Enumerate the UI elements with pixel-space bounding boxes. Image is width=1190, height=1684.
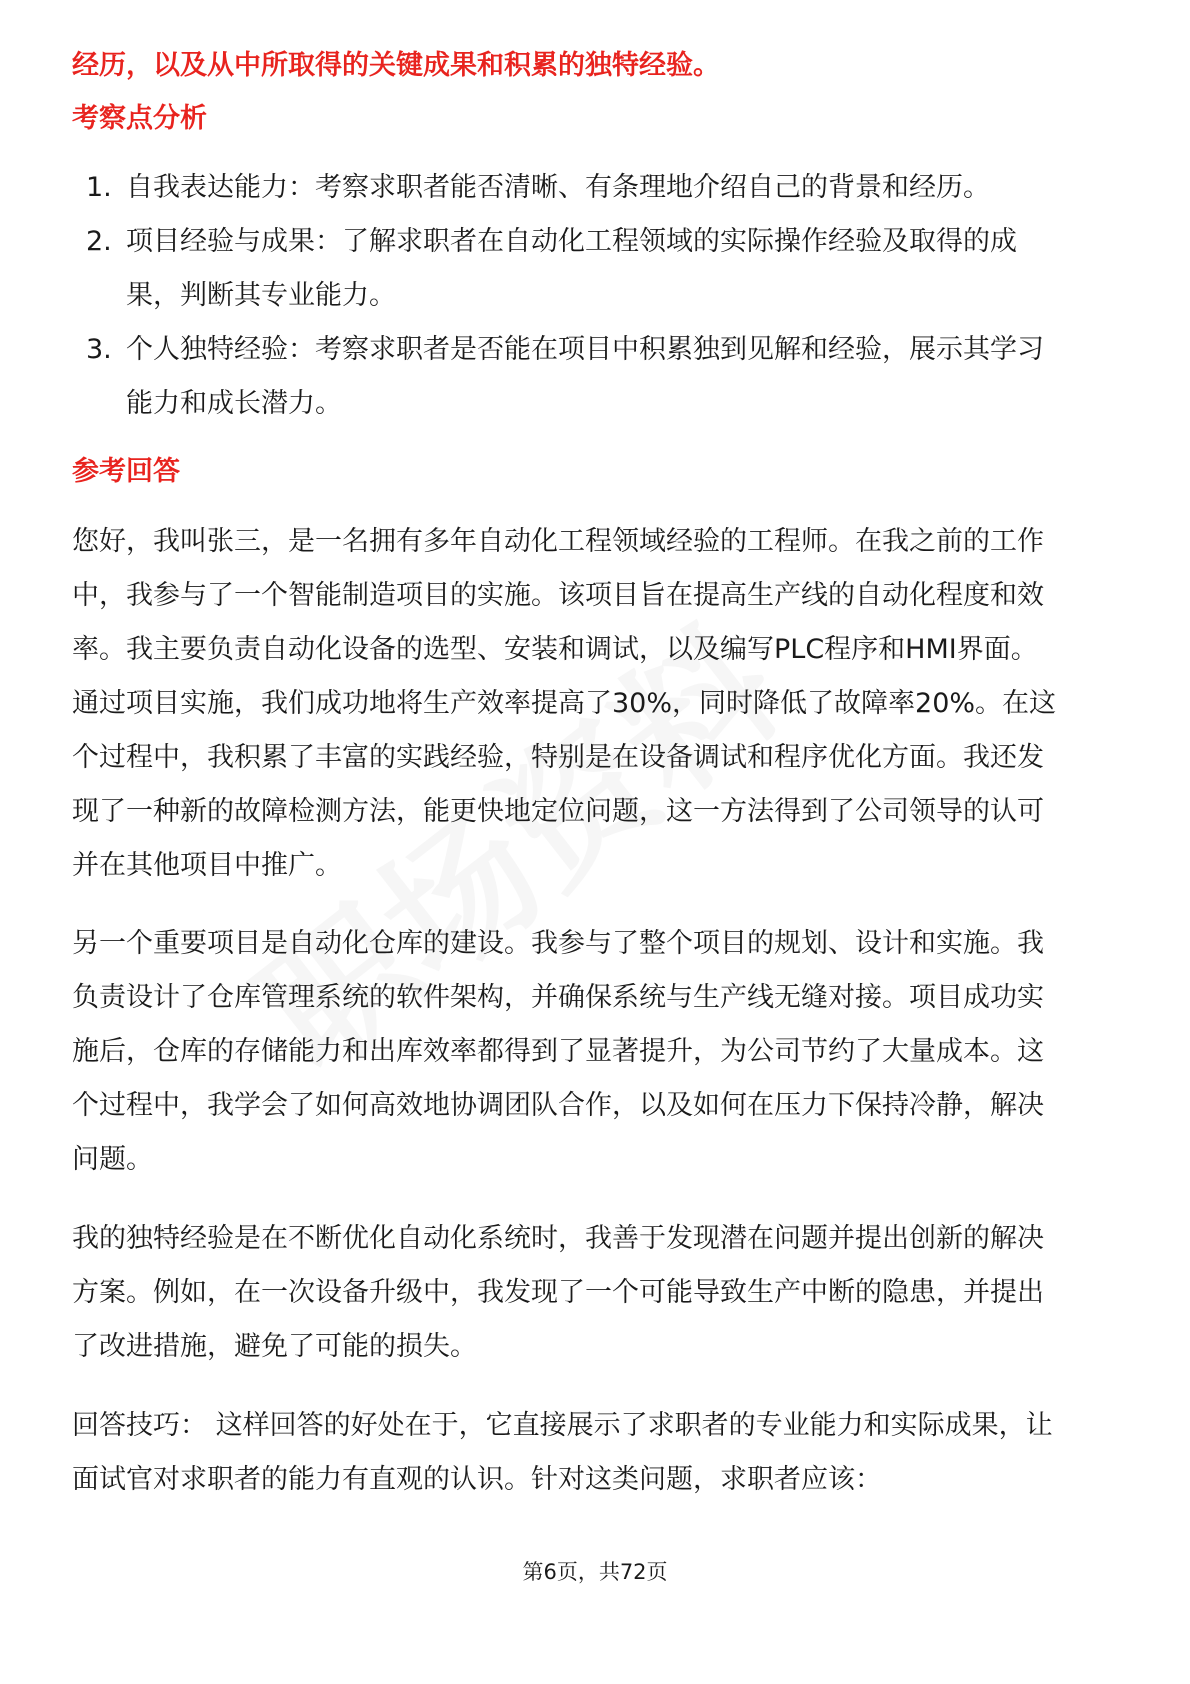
analysis-item-text: 自我表达能力：考察求职者能否清晰、有条理地介绍自己的背景和经历。 [126, 172, 990, 203]
paragraph-line: 回答技巧： 这样回答的好处在于，它直接展示了求职者的专业能力和实际成果，让 [72, 1410, 1053, 1441]
page-footer: 第6页，共72页 [522, 1560, 668, 1584]
analysis-item-text: 果，判断其专业能力。 [126, 280, 396, 311]
analysis-item-number: 2. [86, 226, 112, 257]
intro-line: 经历，以及从中所取得的关键成果和积累的独特经验。 [72, 50, 720, 81]
answer-heading: 参考回答 [72, 456, 180, 487]
paragraph-line: 面试官对求职者的能力有直观的认识。针对这类问题，求职者应该： [72, 1464, 882, 1495]
paragraph-line: 负责设计了仓库管理系统的软件架构，并确保系统与生产线无缝对接。项目成功实 [72, 982, 1044, 1013]
analysis-item-number: 1. [86, 172, 112, 203]
paragraph-line: 并在其他项目中推广。 [72, 850, 342, 881]
paragraph-line: 另一个重要项目是自动化仓库的建设。我参与了整个项目的规划、设计和实施。我 [72, 928, 1044, 959]
analysis-item-number: 3. [86, 334, 112, 365]
paragraph-line: 您好，我叫张三，是一名拥有多年自动化工程领域经验的工程师。在我之前的工作 [72, 526, 1044, 557]
paragraph-line: 了改进措施，避免了可能的损失。 [72, 1331, 477, 1362]
paragraph-line: 问题。 [72, 1144, 153, 1175]
analysis-item-text: 能力和成长潜力。 [126, 388, 342, 419]
paragraph-line: 我的独特经验是在不断优化自动化系统时，我善于发现潜在问题并提出创新的解决 [72, 1223, 1044, 1254]
analysis-item-text: 个人独特经验：考察求职者是否能在项目中积累独到见解和经验，展示其学习 [126, 334, 1044, 365]
paragraph-line: 中，我参与了一个智能制造项目的实施。该项目旨在提高生产线的自动化程度和效 [72, 580, 1044, 611]
analysis-item-text: 项目经验与成果：了解求职者在自动化工程领域的实际操作经验及取得的成 [126, 226, 1017, 257]
paragraph-line: 通过项目实施，我们成功地将生产效率提高了30%，同时降低了故障率20%。在这 [72, 688, 1057, 719]
paragraph-line: 施后，仓库的存储能力和出库效率都得到了显著提升，为公司节约了大量成本。这 [72, 1036, 1044, 1067]
paragraph-line: 个过程中，我积累了丰富的实践经验，特别是在设备调试和程序优化方面。我还发 [72, 742, 1044, 773]
paragraph-line: 现了一种新的故障检测方法，能更快地定位问题，这一方法得到了公司领导的认可 [72, 796, 1044, 827]
paragraph-line: 个过程中，我学会了如何高效地协调团队合作，以及如何在压力下保持冷静，解决 [72, 1090, 1044, 1121]
analysis-heading: 考察点分析 [72, 103, 207, 134]
paragraph-line: 率。我主要负责自动化设备的选型、安装和调试，以及编写PLC程序和HMI界面。 [72, 634, 1038, 665]
paragraph-line: 方案。例如，在一次设备升级中，我发现了一个可能导致生产中断的隐患，并提出 [72, 1277, 1044, 1308]
